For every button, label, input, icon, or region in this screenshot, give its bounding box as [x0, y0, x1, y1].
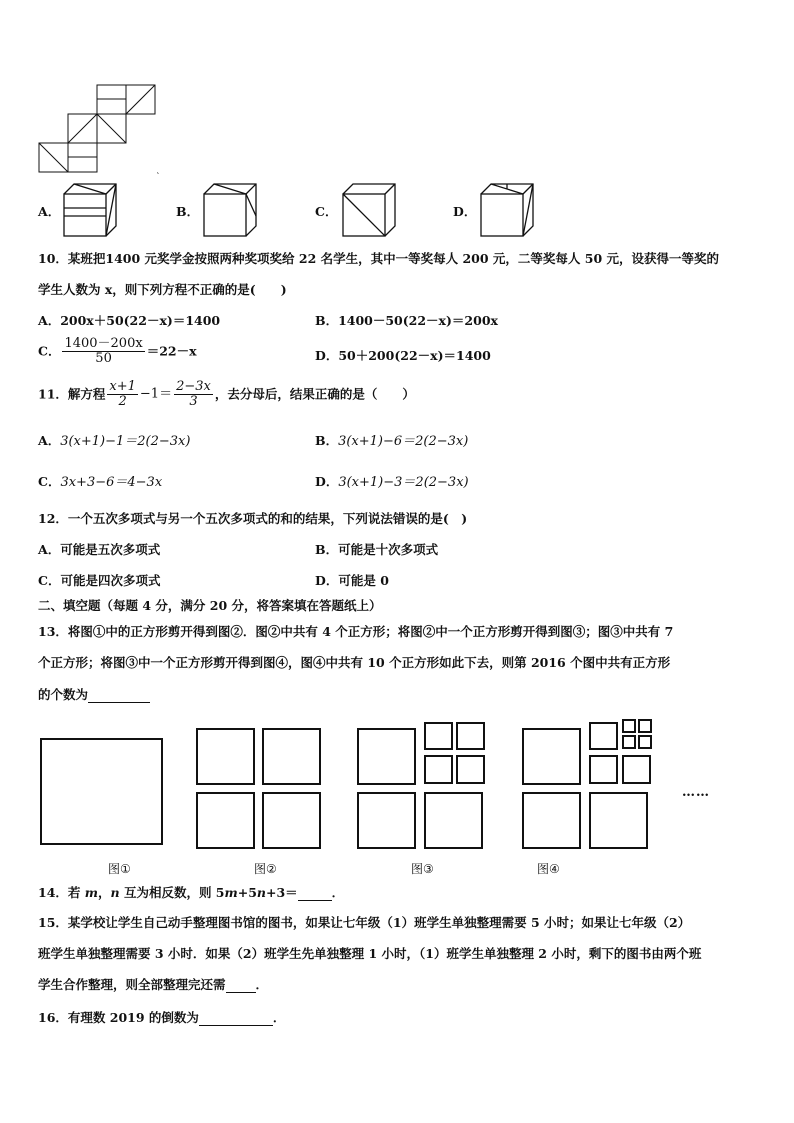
- q14-suffix: +3＝: [266, 885, 298, 900]
- q15-end: ．: [255, 977, 269, 992]
- q16-stem: [38, 1010, 285, 1026]
- fraction-denominator: 50: [95, 351, 112, 366]
- section-heading-fill-in: 二、填空题（每题 4 分，满分 20 分，将答案填在答题纸上）: [38, 598, 382, 613]
- q11-option-b: [315, 433, 468, 450]
- option-c-letter: C．: [315, 204, 338, 219]
- q14-plus: +5: [237, 885, 257, 900]
- q12-option-c: C．可能是四次多项式: [38, 573, 161, 588]
- q10-stem-line1: 10．某班把1400 元奖学金按照两种奖项奖给 22 名学生，其中一等奖每人 200 元，二等奖每人 50 元，设获得一等奖的: [38, 251, 720, 266]
- q11-option-a: [38, 433, 190, 450]
- q12-option-a: A．可能是五次多项式: [38, 542, 161, 557]
- option-expression: 3(x+1)−1＝2(2−3x): [60, 434, 191, 449]
- answer-blank[interactable]: [226, 978, 256, 993]
- q14-stem: [38, 885, 344, 901]
- q14-prefix: 14．若: [38, 885, 85, 900]
- q15-line3-text: 学生合作整理，则全部整理完还需: [38, 977, 226, 992]
- cube-option-a-icon: [62, 182, 124, 238]
- q14-end: ．: [331, 885, 345, 900]
- q13-line3-text: 的个数为: [38, 687, 89, 702]
- q15-stem-line2: 班学生单独整理需要 3 小时．如果（2）班学生先单独整理 1 小时，（1）班学生单独整理 2 小时，剩下的图书由两个班: [38, 946, 702, 961]
- q14-mid: 互为相反数，则 5: [119, 885, 225, 900]
- cube-option-d-icon: [477, 182, 539, 238]
- q11-mid: −1＝: [139, 386, 173, 402]
- fraction-denominator: 2: [118, 394, 127, 409]
- q10-option-c: [38, 337, 197, 366]
- q10-option-a: A．200x＋50(22－x)＝1400: [38, 313, 221, 328]
- figure-caption-1: 图①: [108, 862, 131, 876]
- q10-option-c-fraction: [62, 337, 144, 366]
- fraction-numerator: 2−3x: [176, 379, 211, 394]
- figure-caption-2: 图②: [254, 862, 277, 876]
- q10-option-c-letter: C．: [38, 343, 61, 359]
- answer-blank[interactable]: [199, 1011, 273, 1026]
- q11-option-d: [315, 474, 469, 491]
- q11-prefix: 11．解方程: [38, 386, 106, 402]
- figure-caption-4: 图④: [537, 862, 560, 876]
- option-letter: B．: [315, 433, 339, 448]
- option-expression: 3x+3−6＝4−3x: [60, 475, 163, 490]
- answer-blank[interactable]: [298, 886, 332, 901]
- q11-option-c: [38, 474, 162, 491]
- squares-sequence-figure: [38, 722, 738, 842]
- q15-stem-line1: 15．某学校让学生自己动手整理图书馆的图书，如果让七年级（1）班学生单独整理需要 5 小时；如果让七年级（2）: [38, 915, 691, 930]
- option-b-letter: B．: [176, 204, 200, 219]
- q10-option-b: B．1400－50(22－x)＝200x: [315, 313, 498, 328]
- cube-net-figure: [38, 84, 168, 179]
- q10-stem-line2: 学生人数为 x，则下列方程不正确的是( ): [38, 282, 287, 297]
- var-m: m: [224, 885, 238, 900]
- q11-suffix: ，去分母后，结果正确的是（ ）: [214, 386, 415, 402]
- q11-fraction-1: [107, 380, 138, 409]
- figure-caption-3: 图③: [411, 862, 434, 876]
- q12-option-d: D．可能是 0: [315, 573, 389, 588]
- fraction-numerator: 1400－200x: [64, 336, 143, 351]
- cube-option-c-icon: [339, 182, 401, 238]
- q11-stem: [38, 380, 415, 409]
- q12-option-b: B．可能是十次多项式: [315, 542, 439, 557]
- q14-sep: ，: [97, 885, 111, 900]
- q13-stem-line3: [38, 687, 150, 703]
- var-n: n: [110, 885, 120, 900]
- q10-option-c-rest: ＝22－x: [146, 343, 197, 359]
- option-d-letter: D．: [453, 204, 477, 219]
- q16-text: 16．有理数 2019 的倒数为: [38, 1010, 199, 1025]
- var-m: m: [84, 885, 98, 900]
- q11-fraction-2: [174, 380, 213, 409]
- option-letter: D．: [315, 474, 339, 489]
- fraction-numerator: x+1: [109, 379, 136, 394]
- option-expression: 3(x+1)−6＝2(2−3x): [338, 434, 469, 449]
- fraction-denominator: 3: [189, 394, 198, 409]
- q13-stem-line1: 13．将图①中的正方形剪开得到图②．图②中共有 4 个正方形；将图②中一个正方形剪开得到图③；图③中共有 7: [38, 624, 674, 639]
- option-letter: C．: [38, 474, 61, 489]
- continuation-dots: ……: [682, 785, 710, 800]
- q13-stem-line2: 个正方形；将图③中一个正方形剪开得到图④，图④中共有 10 个正方形如此下去，则第 2016 个图中共有正方形: [38, 655, 671, 670]
- q15-stem-line3: [38, 977, 268, 993]
- cube-option-b-icon: [200, 182, 262, 238]
- svg-text:˛: ˛: [156, 165, 160, 174]
- q10-option-d: D．50＋200(22－x)＝1400: [315, 348, 491, 363]
- option-a-letter: A．: [38, 204, 61, 219]
- q12-stem: 12．一个五次多项式与另一个五次多项式的和的结果，下列说法错误的是( ): [38, 511, 468, 526]
- q16-end: ．: [272, 1010, 286, 1025]
- option-expression: 3(x+1)−3＝2(2−3x): [338, 475, 469, 490]
- answer-blank[interactable]: [88, 688, 150, 703]
- var-n: n: [256, 885, 266, 900]
- option-letter: A．: [38, 433, 61, 448]
